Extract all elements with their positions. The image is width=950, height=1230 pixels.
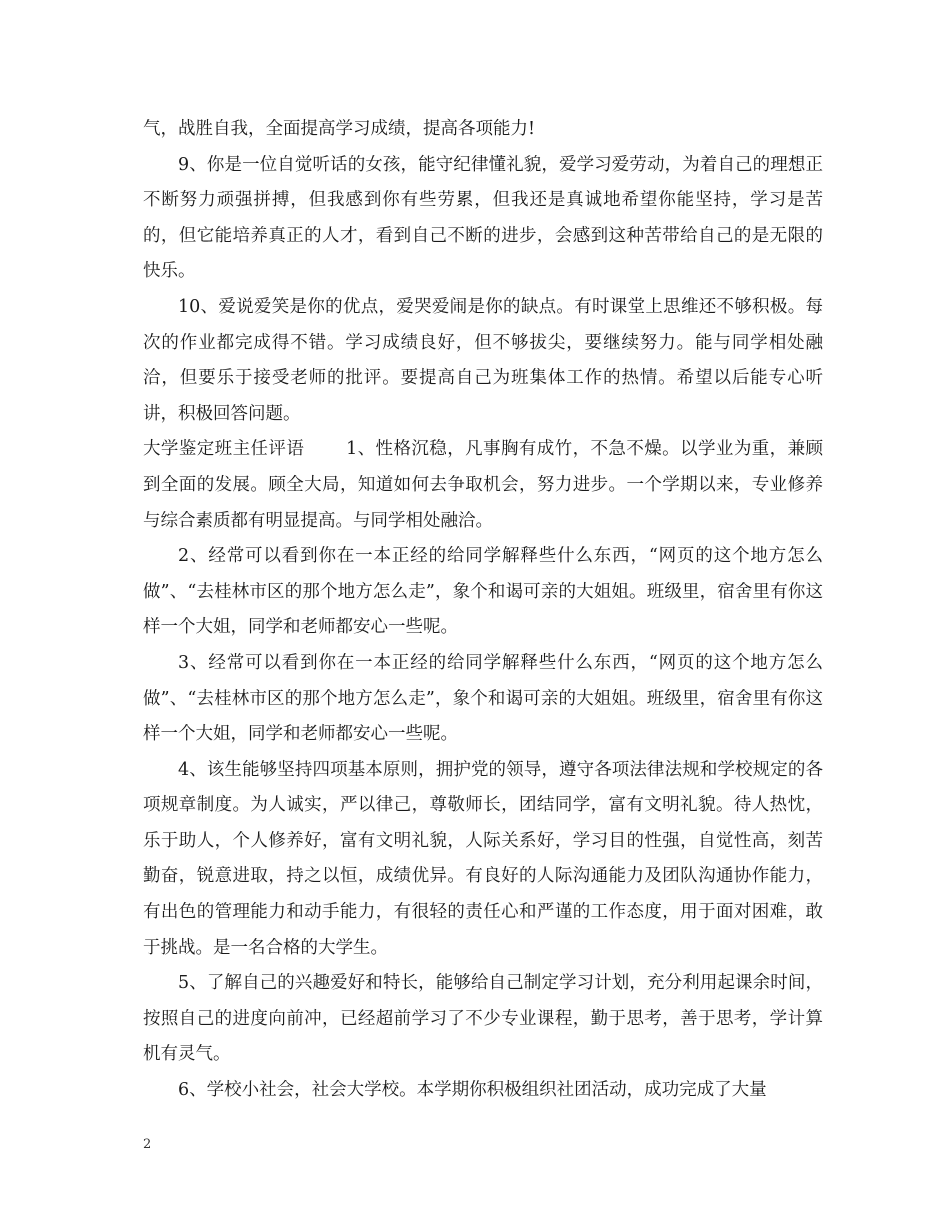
paragraph-section-university <box>143 432 823 539</box>
paragraph-comment-10: 10、爱说爱笑是你的优点，爱哭爱闹是你的缺点。有时课堂上思维还不够积极。每次的作业都完成得不错。学习成绩良好，但不够拔尖，要继续努力。能与同学相处融洽，但要乐于接受老师的批评。要提高自己为班集体工作的热情。希望以后能专心听讲，积极回答问题。 <box>143 296 823 424</box>
section-heading: 大学鉴定班主任评语 <box>143 439 305 460</box>
document-page <box>143 112 823 1109</box>
paragraph-comment-3: 3、经常可以看到你在一本正经的给同学解释些什么东西，“网页的这个地方怎么做”、“去桂林市区的那个地方怎么走”，象个和谒可亲的大姐姐。班级里，宿舍里有你这样一个大姐，同学和老师都安心一些呢。 <box>143 652 823 745</box>
section-gap <box>304 439 346 459</box>
paragraph-comment-1: 1、性格沉稳，凡事胸有成竹，不急不燥。以学业为重，兼顾到全面的发展。顾全大局，知道如何去争取机会，努力进步。一个学期以来，专业修养与综合素质都有明显提高。与同学相处融洽。 <box>143 439 823 531</box>
paragraph-comment-4: 4、该生能够坚持四项基本原则，拥护党的领导，遵守各项法律法规和学校规定的各项规章制度。为人诚实，严以律己，尊敬师长，团结同学，富有文明礼貌。待人热忱，乐于助人，个人修养好，富有文明礼貌，人际关系好，学习目的性强，自觉性高，刻苦勤奋，锐意进取，持之以恒，成绩优异。有良好的人际沟通能力及团队沟通协作能力，有出色的管理能力和动手能力，有很轻的责任心和严谨的工作态度，用于面对困难，敢于挑战。是一名合格的大学生。 <box>143 759 823 958</box>
paragraph-comment-5: 5、了解自己的兴趣爱好和特长，能够给自己制定学习计划，充分利用起课余时间，按照自己的进度向前冲，已经超前学习了不少专业课程，勤于思考，善于思考，学计算机有灵气。 <box>143 973 823 1065</box>
page-number: 2 <box>143 1137 152 1152</box>
paragraph-comment-9: 9、你是一位自觉听话的女孩，能守纪律懂礼貌，爱学习爱劳动，为着自己的理想正不断努力顽强拼搏，但我感到你有些劳累，但我还是真诚地希望你能坚持，学习是苦的，但它能培养真正的人才，看到自己不断的进步，会感到这种苦带给自己的是无限的快乐。 <box>143 154 823 282</box>
paragraph-continuation: 气，战胜自我，全面提高学习成绩，提高各项能力! <box>143 119 536 139</box>
paragraph-comment-2: 2、经常可以看到你在一本正经的给同学解释些什么东西，“网页的这个地方怎么做”、“去桂林市区的那个地方怎么走”，象个和谒可亲的大姐姐。班级里，宿舍里有你这样一个大姐，同学和老师都安心一些呢。 <box>143 546 823 638</box>
paragraph-comment-6: 6、学校小社会，社会大学校。本学期你积极组织社团活动，成功完成了大量 <box>178 1080 767 1101</box>
